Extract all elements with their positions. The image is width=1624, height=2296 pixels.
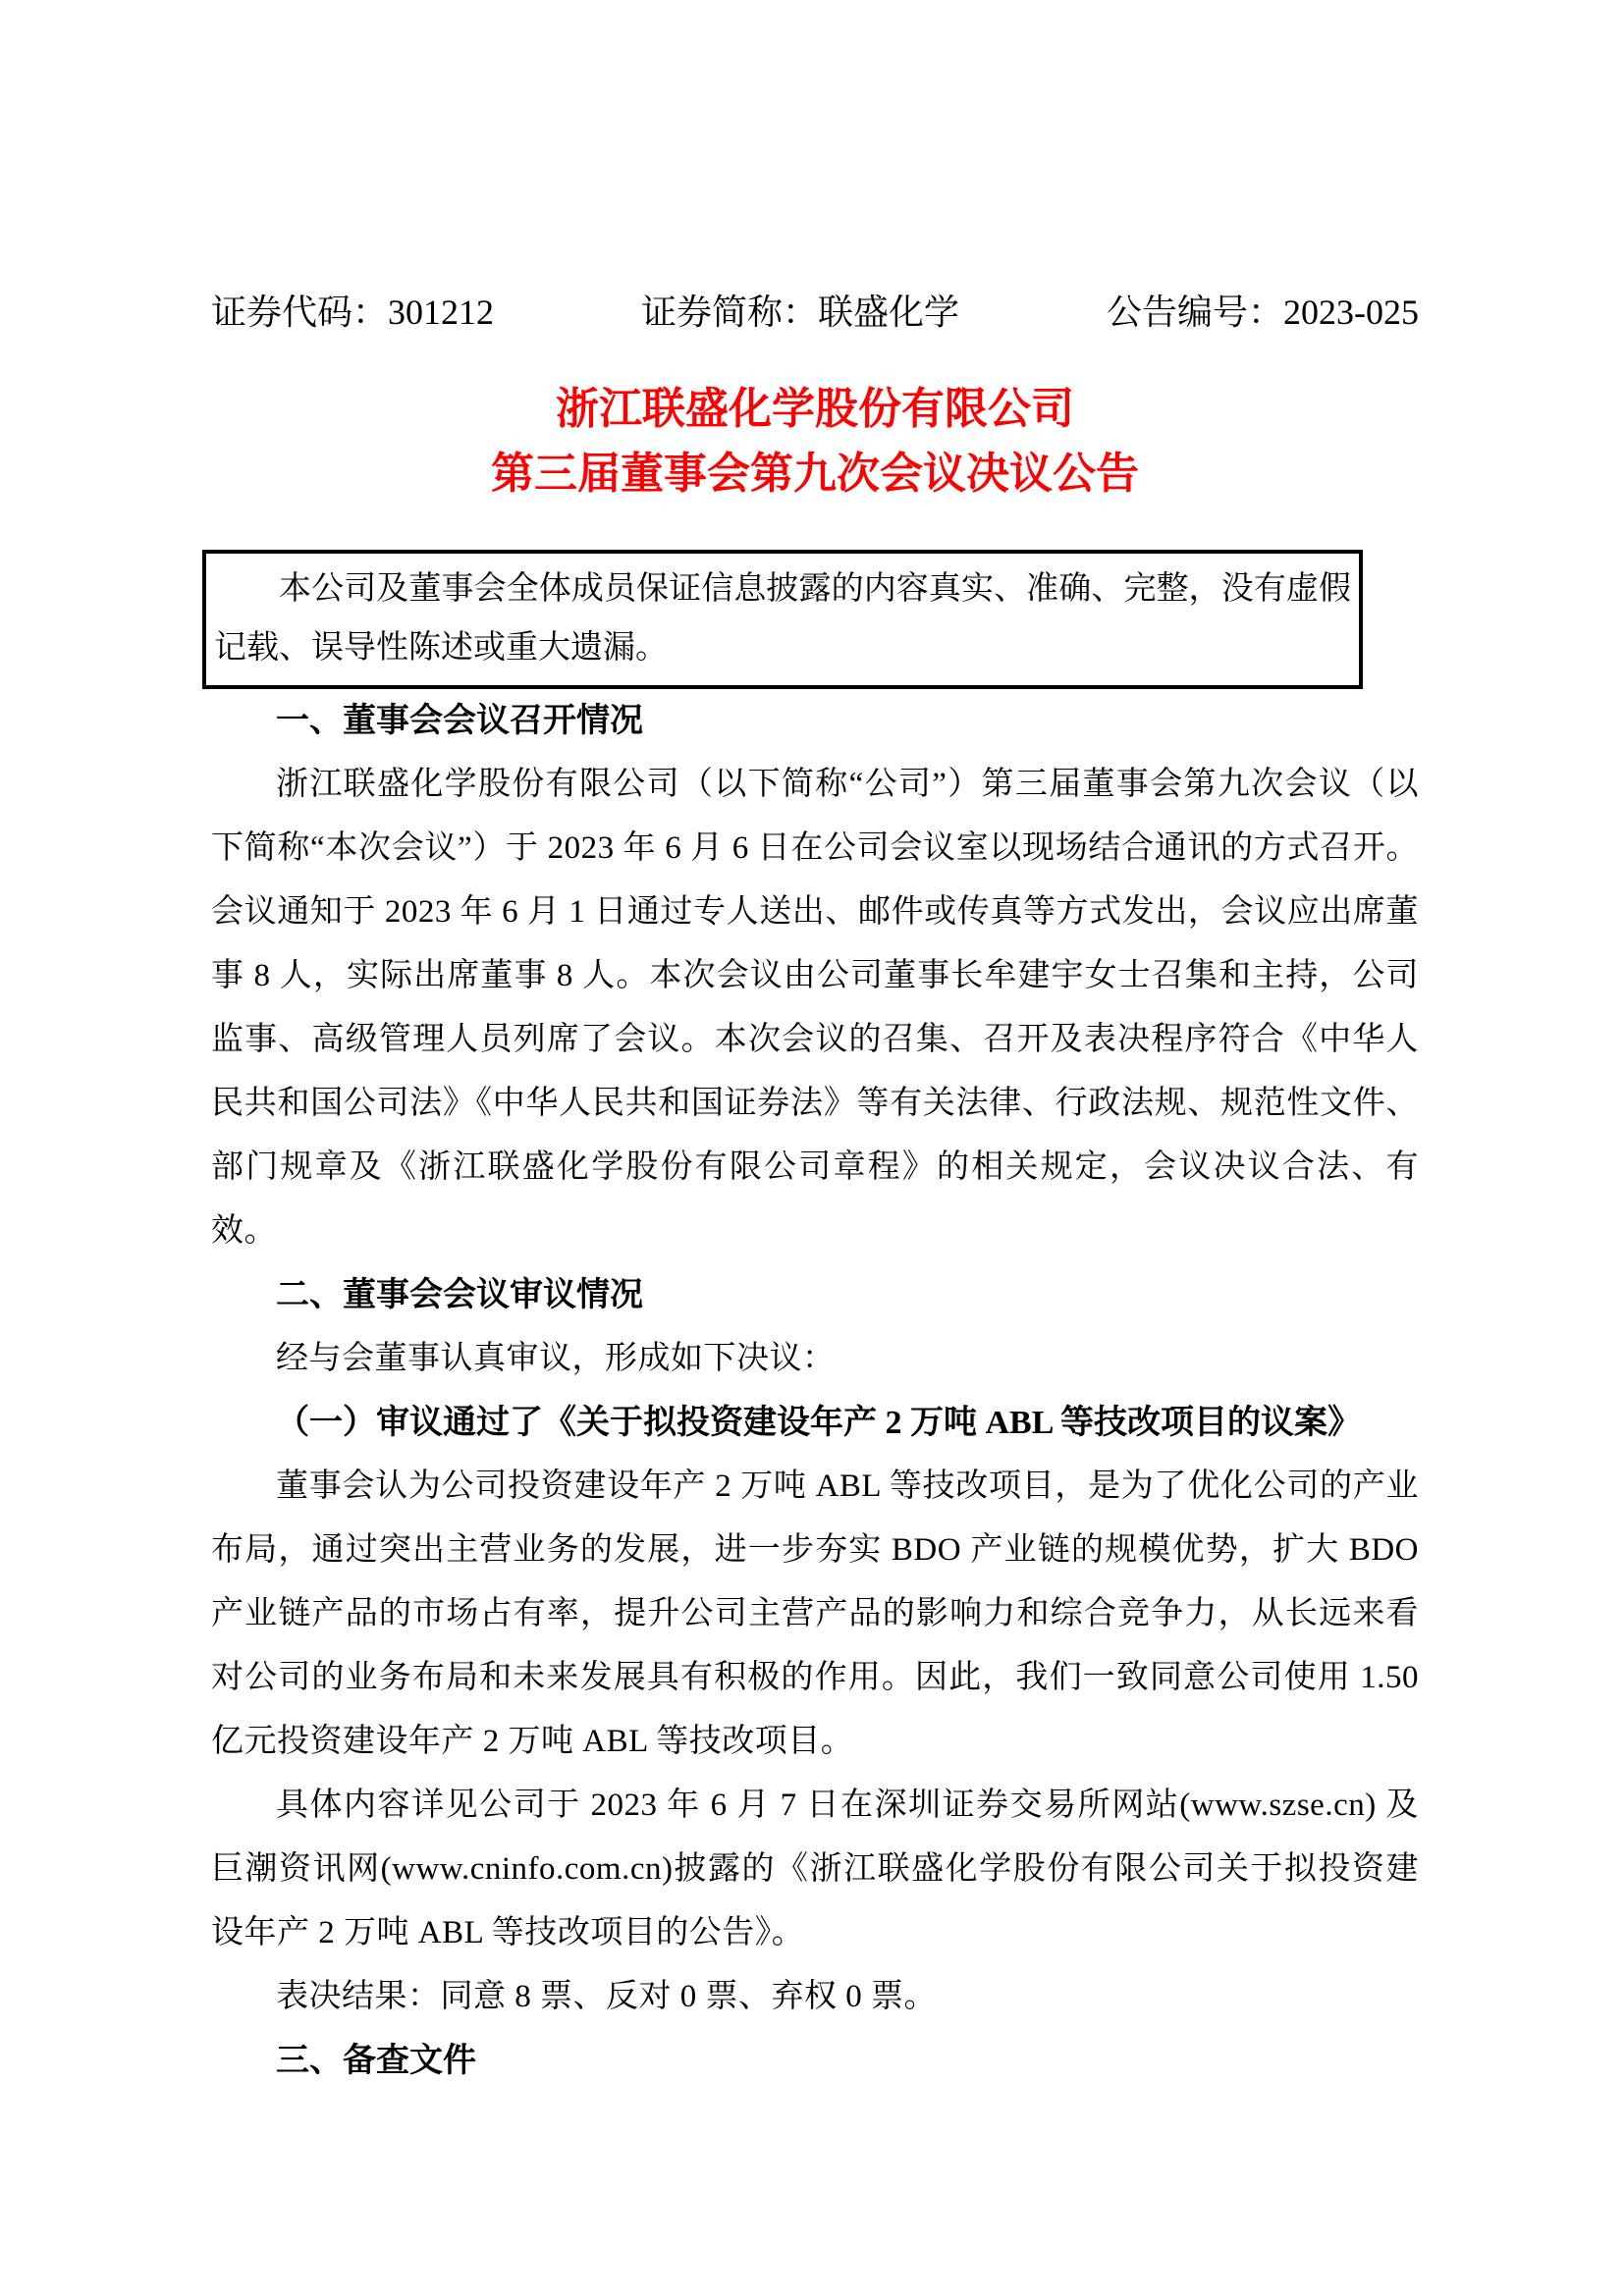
section-heading-reference-documents: 三、备查文件 [276,2043,476,2079]
proposal-heading: （一）审议通过了《关于拟投资建设年产 2 万吨 ABL 等技改项目的议案》 [276,1405,1362,1441]
section-heading-meeting-convening: 一、董事会会议召开情况 [276,703,643,739]
company-title: 浙江联盛化学股份有限公司 [556,385,1074,433]
stock-name-label: 证券简称：联盛化学 [641,293,960,332]
stock-code-label: 证券代码：301212 [211,293,495,332]
announcement-number-label: 公告编号：2023-025 [1107,293,1419,332]
securities-header-row [211,291,1419,334]
page-content [211,0,1419,2093]
paragraph-proposal-opinion: 董事会认为公司投资建设年产 2 万吨 ABL 等技改项目，是为了优化公司的产业布局，通过突出主营业务的发展，进一步夯实 BDO 产业链的规模优势，扩大 BDO 产业链产品的市场占有率，提升公司主营产品的影响力和综合竞争力，从长远来看对公司的业务布局和未来发展具有积极的作用。因此，我们一致同意公司使用 1.50 亿元投资建设年产 2 万吨 ABL 等技改项目。 [211,1468,1419,1759]
paragraph-meeting-convening: 浙江联盛化学股份有限公司（以下简称“公司”）第三届董事会第九次会议（以下简称“本次会议”）于 2023 年 6 月 6 日在公司会议室以现场结合通讯的方式召开。会议通知于 2023 年 6 月 1 日通过专人送出、邮件或传真等方式发出，会议应出席董事 8 人，实际出席董事 8 人。本次会议由公司董事长牟建宇女士召集和主持，公司监事、高级管理人员列席了会议。本次会议的召集、召开及表决程序符合《中华人民共和国公司法》《中华人民共和国证券法》等有关法律、行政法规、规范性文件、部门规章及《浙江联盛化学股份有限公司章程》的相关规定，会议决议合法、有效。 [211,767,1419,1249]
disclaimer-box [202,550,1363,689]
disclaimer-text: 本公司及董事会全体成员保证信息披露的内容真实、准确、完整，没有虚假记载、误导性陈述或重大遗漏。 [214,571,1351,666]
paragraph-voting-result: 表决结果：同意 8 票、反对 0 票、弃权 0 票。 [276,1979,937,2014]
paragraph-deliberation-intro: 经与会董事认真审议，形成如下决议： [276,1341,836,1376]
paragraph-disclosure-detail: 具体内容详见公司于 2023 年 6 月 7 日在深圳证券交易所网站(www.szse.cn) 及巨潮资讯网(www.cninfo.com.cn)披露的《浙江联盛化学股份有限公司关于拟投资建设年产 2 万吨 ABL 等技改项目的公告》。 [211,1788,1419,1950]
announcement-title: 第三届董事会第九次会议决议公告 [491,450,1139,498]
section-heading-deliberation: 二、董事会会议审议情况 [276,1277,643,1313]
